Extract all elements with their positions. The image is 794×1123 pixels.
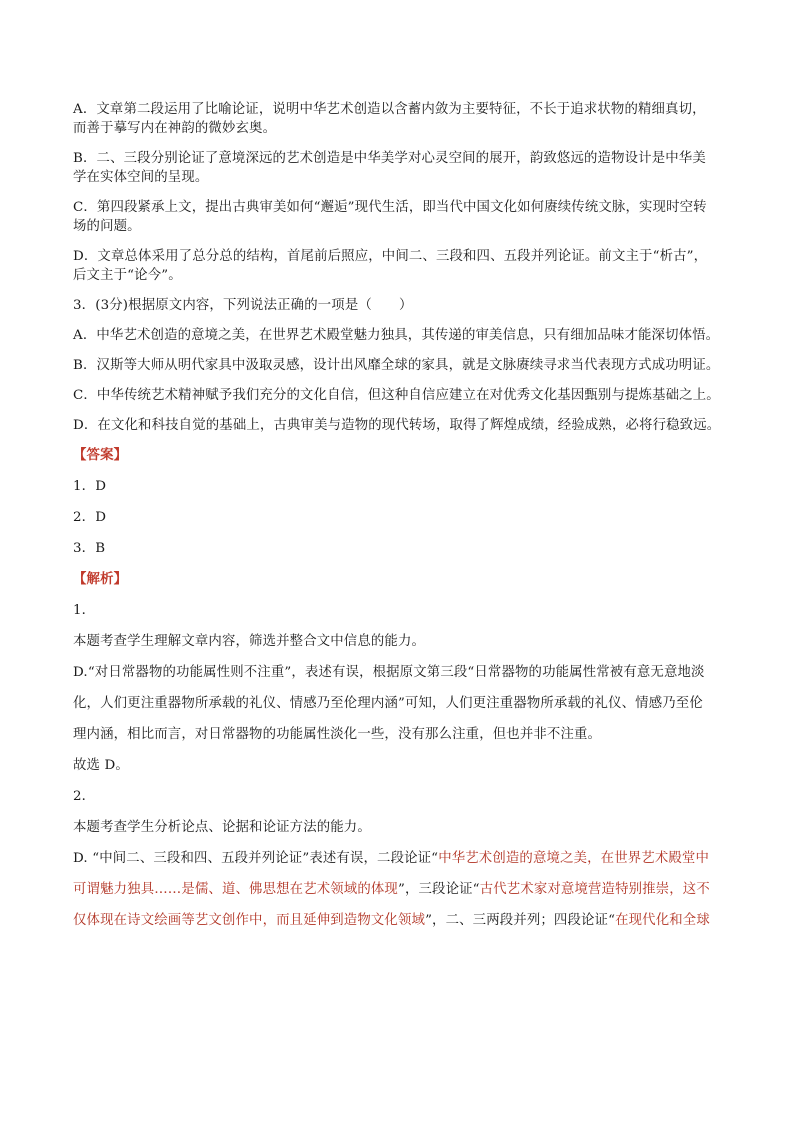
- quoted-text: 仅体现在诗文绘画等艺文创作中，而且延伸到造物文化领域: [73, 913, 426, 928]
- q2-option-b: B．二、三段分别论证了意境深远的艺术创造是中华美学对心灵空间的展开，韵致悠远的造物设计是中华美 学在实体空间的呈现。: [73, 151, 706, 185]
- q2-option-a: A．文章第二段运用了比喻论证，说明中华艺术创造以含蓄内敛为主要特征，不长于追求状物的精细真切， 而善于摹写内在神韵的微妙玄奥。: [73, 102, 706, 136]
- q2-option-c: C．第四段紧承上文，提出古典审美如何“邂逅”现代生活，即当代中国文化如何赓续传统文脉，实现时空转 场的问题。: [73, 200, 707, 234]
- q2-option-d: D．文章总体采用了总分总的结构，首尾前后照应，中间二、三段和四、五段并列论证。前文主于“析古”， 后文主于“论今”。: [73, 249, 708, 283]
- q3-option-a: A．中华艺术创造的意境之美，在世界艺术殿堂魅力独具，其传递的审美信息，只有细加品味才能深切体悟。: [73, 328, 720, 343]
- answer-1: 1．D: [73, 479, 107, 494]
- quoted-text: 可谓魅力独具……是儒、道、佛思想在艺术领域的体现: [73, 882, 398, 897]
- analysis-2-body: D. “中间二、三段和四、五段并列论证”表述有误，二段论证“中华艺术创造的意境之美，在世界艺术殿堂中 可谓魅力独具……是儒、道、佛思想在艺术领域的体现”，三段论证“古代艺术家对意境营造特别推崇，这不 仅体现在诗文绘画等艺文创作中，而且延伸到造物文化领域”，二、三两段并列；四段论证“在现代化和全球: [73, 851, 710, 928]
- analysis-1-intro: 本题考查学生理解文章内容，筛选并整合文中信息的能力。: [73, 634, 426, 649]
- quoted-text: 在现代化和全球: [615, 913, 710, 928]
- q3-option-b: B．汉斯等大师从明代家具中汲取灵感，设计出风靡全球的家具，就是文脉赓续寻求当代表现方式成功明证。: [73, 358, 720, 373]
- document-content: [73, 100, 733, 930]
- analysis-2-intro: 本题考查学生分析论点、论据和论证方法的能力。: [73, 820, 371, 835]
- analysis-1-conclusion: 故选 D。: [73, 758, 129, 773]
- answer-label: 【答案】: [73, 447, 128, 463]
- answer-2: 2．D: [73, 510, 107, 525]
- answer-3: 3．B: [73, 541, 106, 556]
- quoted-text: 古代艺术家对意境营造特别推崇，这不: [479, 882, 710, 897]
- analysis-2-number: 2．: [73, 789, 96, 804]
- analysis-1-body: D.“对日常器物的功能属性则不注重”，表述有误，根据原文第三段“日常器物的功能属性常被有意无意地淡 化，人们更注重器物所承载的礼仪、情感乃至伦理内涵”可知，人们更注重器物所承载的礼仪、情感乃至伦 理内涵，相比而言，对日常器物的功能属性淡化一些，没有那么注重，但也并非不注重。: [73, 665, 705, 742]
- analysis-1-number: 1．: [73, 603, 96, 618]
- analysis-label: 【解析】: [73, 571, 128, 587]
- q3-stem: 3．(3分)根据原文内容，下列说法正确的一项是（ ）: [73, 298, 413, 313]
- q3-option-c: C．中华传统艺术精神赋予我们充分的文化自信，但这种自信应建立在对优秀文化基因甄别与提炼基础之上。: [73, 388, 720, 403]
- q3-option-d: D．在文化和科技自觉的基础上，古典审美与造物的现代转场，取得了辉煌成绩，经验成熟，必将行稳致远。: [73, 418, 721, 433]
- quoted-text: 中华艺术创造的意境之美，在世界艺术殿堂中: [438, 851, 709, 866]
